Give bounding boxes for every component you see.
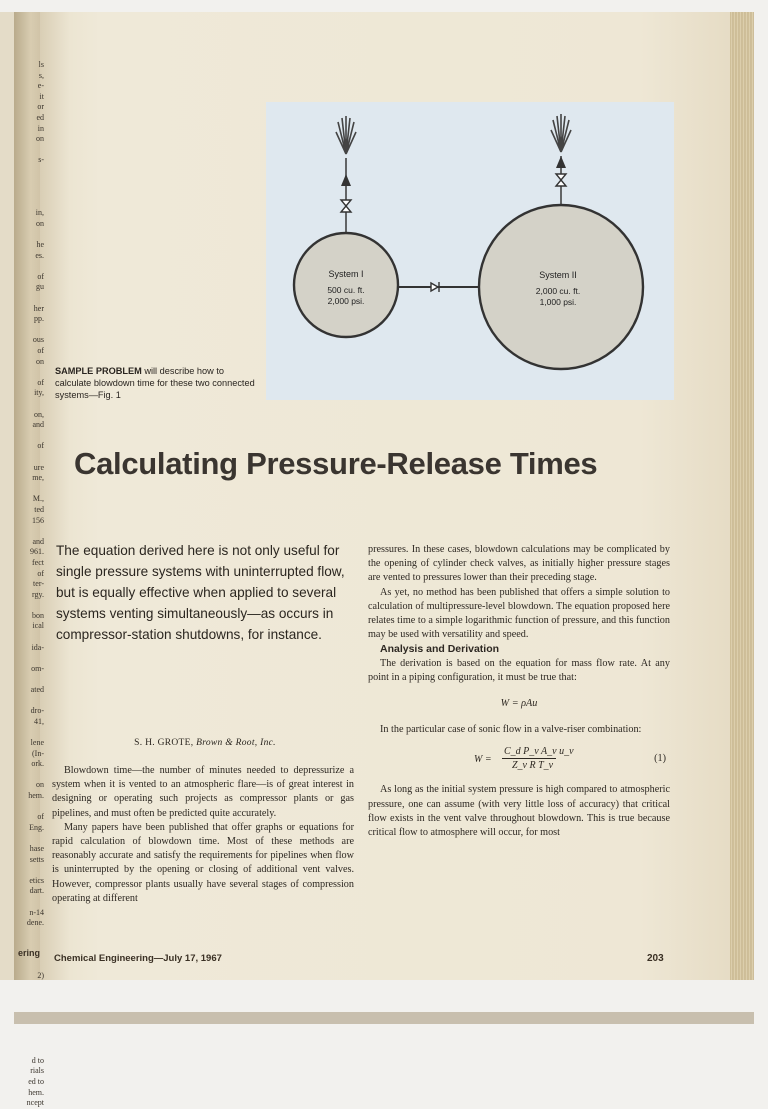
- margin-fragment: ed: [36, 112, 44, 122]
- margin-fragment: setts: [29, 854, 44, 864]
- equation-number: (1): [654, 753, 666, 765]
- system-1-label: System I: [328, 269, 364, 279]
- margin-fragment: hem.: [28, 790, 44, 800]
- margin-fragment: s,: [38, 70, 44, 80]
- margin-fragment: etics: [29, 875, 44, 885]
- margin-fragment: and: [32, 536, 44, 546]
- margin-fragment: [10, 770, 44, 781]
- margin-fragment: [10, 833, 44, 844]
- margin-fragment: pp.: [34, 314, 44, 324]
- margin-fragment: or: [37, 102, 44, 112]
- margin-fragment: [10, 1013, 44, 1024]
- margin-fragment: [10, 367, 44, 378]
- margin-fragment: gu: [36, 282, 44, 292]
- margin-fragment: (In-: [32, 748, 44, 758]
- facing-page-footer: ering: [18, 948, 41, 958]
- equation-1: [368, 743, 670, 775]
- margin-fragment: [10, 992, 44, 1003]
- page-number: 203: [647, 953, 664, 964]
- margin-fragment: [10, 399, 44, 410]
- body-paragraph: As long as the initial system pressure is high compared to atmospheric pressure, one can assume (with very little loss of accuracy) that critical flow exists in the vent valve throughout blowdown. This is true because critical flow to atmosphere will occur, for most: [368, 784, 670, 839]
- margin-fragment: ous: [32, 335, 44, 345]
- margin-fragment: e-: [37, 81, 44, 91]
- margin-fragment: [10, 145, 44, 156]
- system-2-label: System II: [539, 270, 577, 280]
- margin-fragment: it: [39, 91, 44, 101]
- margin-fragment: [10, 600, 44, 611]
- margin-fragment: of: [37, 346, 44, 356]
- margin-fragment: ed to: [28, 1077, 44, 1086]
- margin-fragment: ical: [32, 621, 44, 631]
- margin-fragment: [10, 484, 44, 495]
- figure-1: [266, 102, 674, 400]
- margin-fragment: dene.: [26, 918, 44, 928]
- margin-fragment: on: [36, 218, 44, 228]
- body-column-1: [52, 764, 354, 906]
- body-paragraph: Blowdown time—the number of minutes needed to depressurize a system when it is vented to an atmospheric flare—is of great interest in designing or operating such projects as compressor plants or gas pipelines, and must often be predicted quite accurately.: [52, 765, 354, 819]
- margin-fragment: [10, 1024, 44, 1035]
- margin-fragment: [10, 960, 44, 971]
- body-paragraph: Many papers have been published that offer graphs or equations for rapid calculation of blowdown time. Most of these methods are reasonably accurate and satisfy the requirements for pipelines when flow is uninterrupted by the opening or closing of additional vent valves. However, compressor plants usually have several stages of compression operating at different: [52, 821, 354, 904]
- caption-text: will describe how to calculate blowdown time for these two connected systems—Fig. 1: [55, 366, 255, 400]
- lead-paragraph: The equation derived here is not only useful for single pressure systems with uninterrupted flow, but is equally effective when applied to several systems venting simultaneously—as occurs in compressor-station shutdowns, for instance.: [56, 543, 345, 642]
- author-affiliation: Brown & Root, Inc.: [196, 738, 276, 748]
- margin-fragment: 2): [37, 971, 44, 981]
- margin-fragment: 41,: [34, 716, 44, 726]
- margin-fragment: her: [33, 303, 44, 313]
- margin-fragment: bon: [32, 610, 44, 620]
- margin-fragment: [10, 261, 44, 272]
- journal-footer: Chemical Engineering—July 17, 1967: [54, 953, 222, 964]
- margin-fragment: es.: [35, 250, 44, 260]
- margin-fragment: [10, 325, 44, 336]
- margin-fragment: d to: [31, 1055, 44, 1065]
- margin-fragment: [10, 1035, 44, 1046]
- margin-fragment: [10, 653, 44, 664]
- equation-mass-flow: W = ρAu: [500, 698, 538, 710]
- margin-fragment: lene: [30, 738, 44, 747]
- margin-fragment: rgy.: [32, 589, 44, 599]
- margin-fragment: n-14: [29, 907, 44, 917]
- margin-fragment: ted: [34, 504, 44, 514]
- margin-fragment: [10, 293, 44, 304]
- margin-fragment: of: [37, 377, 44, 387]
- margin-fragment: [10, 727, 44, 738]
- byline: [60, 738, 350, 748]
- margin-fragment: [10, 177, 44, 188]
- margin-fragment: [10, 802, 44, 813]
- margin-fragment: he: [36, 240, 44, 250]
- section-heading: Analysis and Derivation: [380, 643, 500, 656]
- margin-fragment: [10, 452, 44, 463]
- margin-fragment: ncept: [26, 1098, 44, 1108]
- vent-arrow-2: [556, 156, 566, 168]
- margin-fragment: [10, 865, 44, 876]
- vent-valve-2: [556, 174, 566, 186]
- margin-fragment: [10, 929, 44, 940]
- margin-fragment: [10, 1003, 44, 1014]
- margin-fragment: dart.: [29, 886, 44, 896]
- margin-fragment: [10, 431, 44, 442]
- caption-lead: SAMPLE PROBLEM: [55, 366, 142, 376]
- margin-fragment: ure: [33, 462, 44, 472]
- system-2-pressure: 1,000 psi.: [539, 297, 577, 307]
- author-name: S. H. GROTE,: [134, 738, 194, 748]
- margin-fragment: ida-: [31, 642, 44, 652]
- margin-fragment: [10, 632, 44, 643]
- margin-fragment: on: [36, 780, 44, 790]
- margin-fragment: [10, 187, 44, 198]
- check-valve: [431, 282, 439, 292]
- body-paragraph: In the particular case of sonic flow in a valve-riser combination:: [380, 724, 642, 736]
- equation-1-numerator: C_d P_v A_v u_v: [504, 746, 574, 758]
- margin-fragment: dro-: [30, 706, 44, 716]
- system-1-volume: 500 cu. ft.: [327, 285, 365, 295]
- margin-fragment: of: [37, 568, 44, 578]
- margin-fragment: of: [37, 812, 44, 822]
- margin-fragment: rials: [30, 1066, 44, 1076]
- margin-fragment: of: [37, 441, 44, 451]
- body-paragraph: pressures. In these cases, blowdown calculations may be complicated by the opening of cylinder check valves, as initially higher pressure stages are vented to pressures lower than their preceding stage.: [368, 544, 670, 584]
- margin-fragment: in: [37, 123, 44, 133]
- margin-fragment: ter-: [33, 579, 44, 589]
- margin-fragment: om-: [31, 663, 44, 673]
- next-page-strip: [14, 1012, 754, 1024]
- margin-fragment: hase: [29, 843, 44, 853]
- margin-fragment: [10, 166, 44, 177]
- equation-1-denominator: Z_v R T_v: [512, 760, 554, 772]
- article-title: Calculating Pressure-Release Times: [74, 446, 598, 481]
- margin-fragment: hem.: [28, 1087, 44, 1097]
- system-1-pressure: 2,000 psi.: [327, 296, 365, 306]
- body-paragraph: The derivation is based on the equation for mass flow rate. At any point in a piping configuration, it must be true that:: [368, 657, 670, 683]
- margin-fragment: [10, 1045, 44, 1056]
- margin-fragment: [10, 674, 44, 685]
- margin-fragment: in,: [35, 208, 44, 218]
- margin-fragment: [10, 897, 44, 908]
- body-column-2: [368, 543, 670, 840]
- margin-fragment: ls: [38, 60, 44, 69]
- margin-fragment: ity,: [34, 388, 44, 398]
- margin-fragment: and: [32, 420, 44, 430]
- body-paragraph: As yet, no method has been published that offers a simple solution to calculation of multipressure-level blowdown. The equation proposed here relates time to a simple logarithmic function of pressure, and this function may be used with versatility and speed.: [368, 586, 670, 641]
- equation-1-lhs: W =: [474, 754, 492, 766]
- margin-fragment: [10, 526, 44, 537]
- system-2-volume: 2,000 cu. ft.: [535, 286, 581, 296]
- figure-caption: [55, 365, 255, 401]
- margin-fragment: 961.: [30, 547, 44, 557]
- margin-fragment: on: [36, 356, 44, 366]
- margin-fragment: me,: [32, 473, 44, 483]
- vent-valve-1: [341, 200, 351, 212]
- vent-arrow-1: [341, 174, 351, 186]
- margin-fragment: s-: [38, 155, 44, 165]
- page-edges: [730, 12, 754, 980]
- two-system-diagram: [266, 102, 674, 400]
- margin-fragment: [10, 230, 44, 241]
- margin-fragment: M.,: [32, 494, 44, 504]
- margin-fragment: fect: [32, 557, 44, 567]
- margin-fragment: on: [36, 134, 44, 144]
- margin-fragment: on,: [34, 409, 44, 419]
- margin-fragment: [10, 982, 44, 993]
- margin-fragment: Eng.: [29, 822, 44, 832]
- margin-fragment: [10, 198, 44, 209]
- margin-fragment: 156: [32, 515, 44, 525]
- margin-fragment: of: [37, 271, 44, 281]
- margin-fragment: ork.: [31, 759, 44, 769]
- margin-fragment: ated: [30, 685, 44, 695]
- margin-fragment: [10, 696, 44, 707]
